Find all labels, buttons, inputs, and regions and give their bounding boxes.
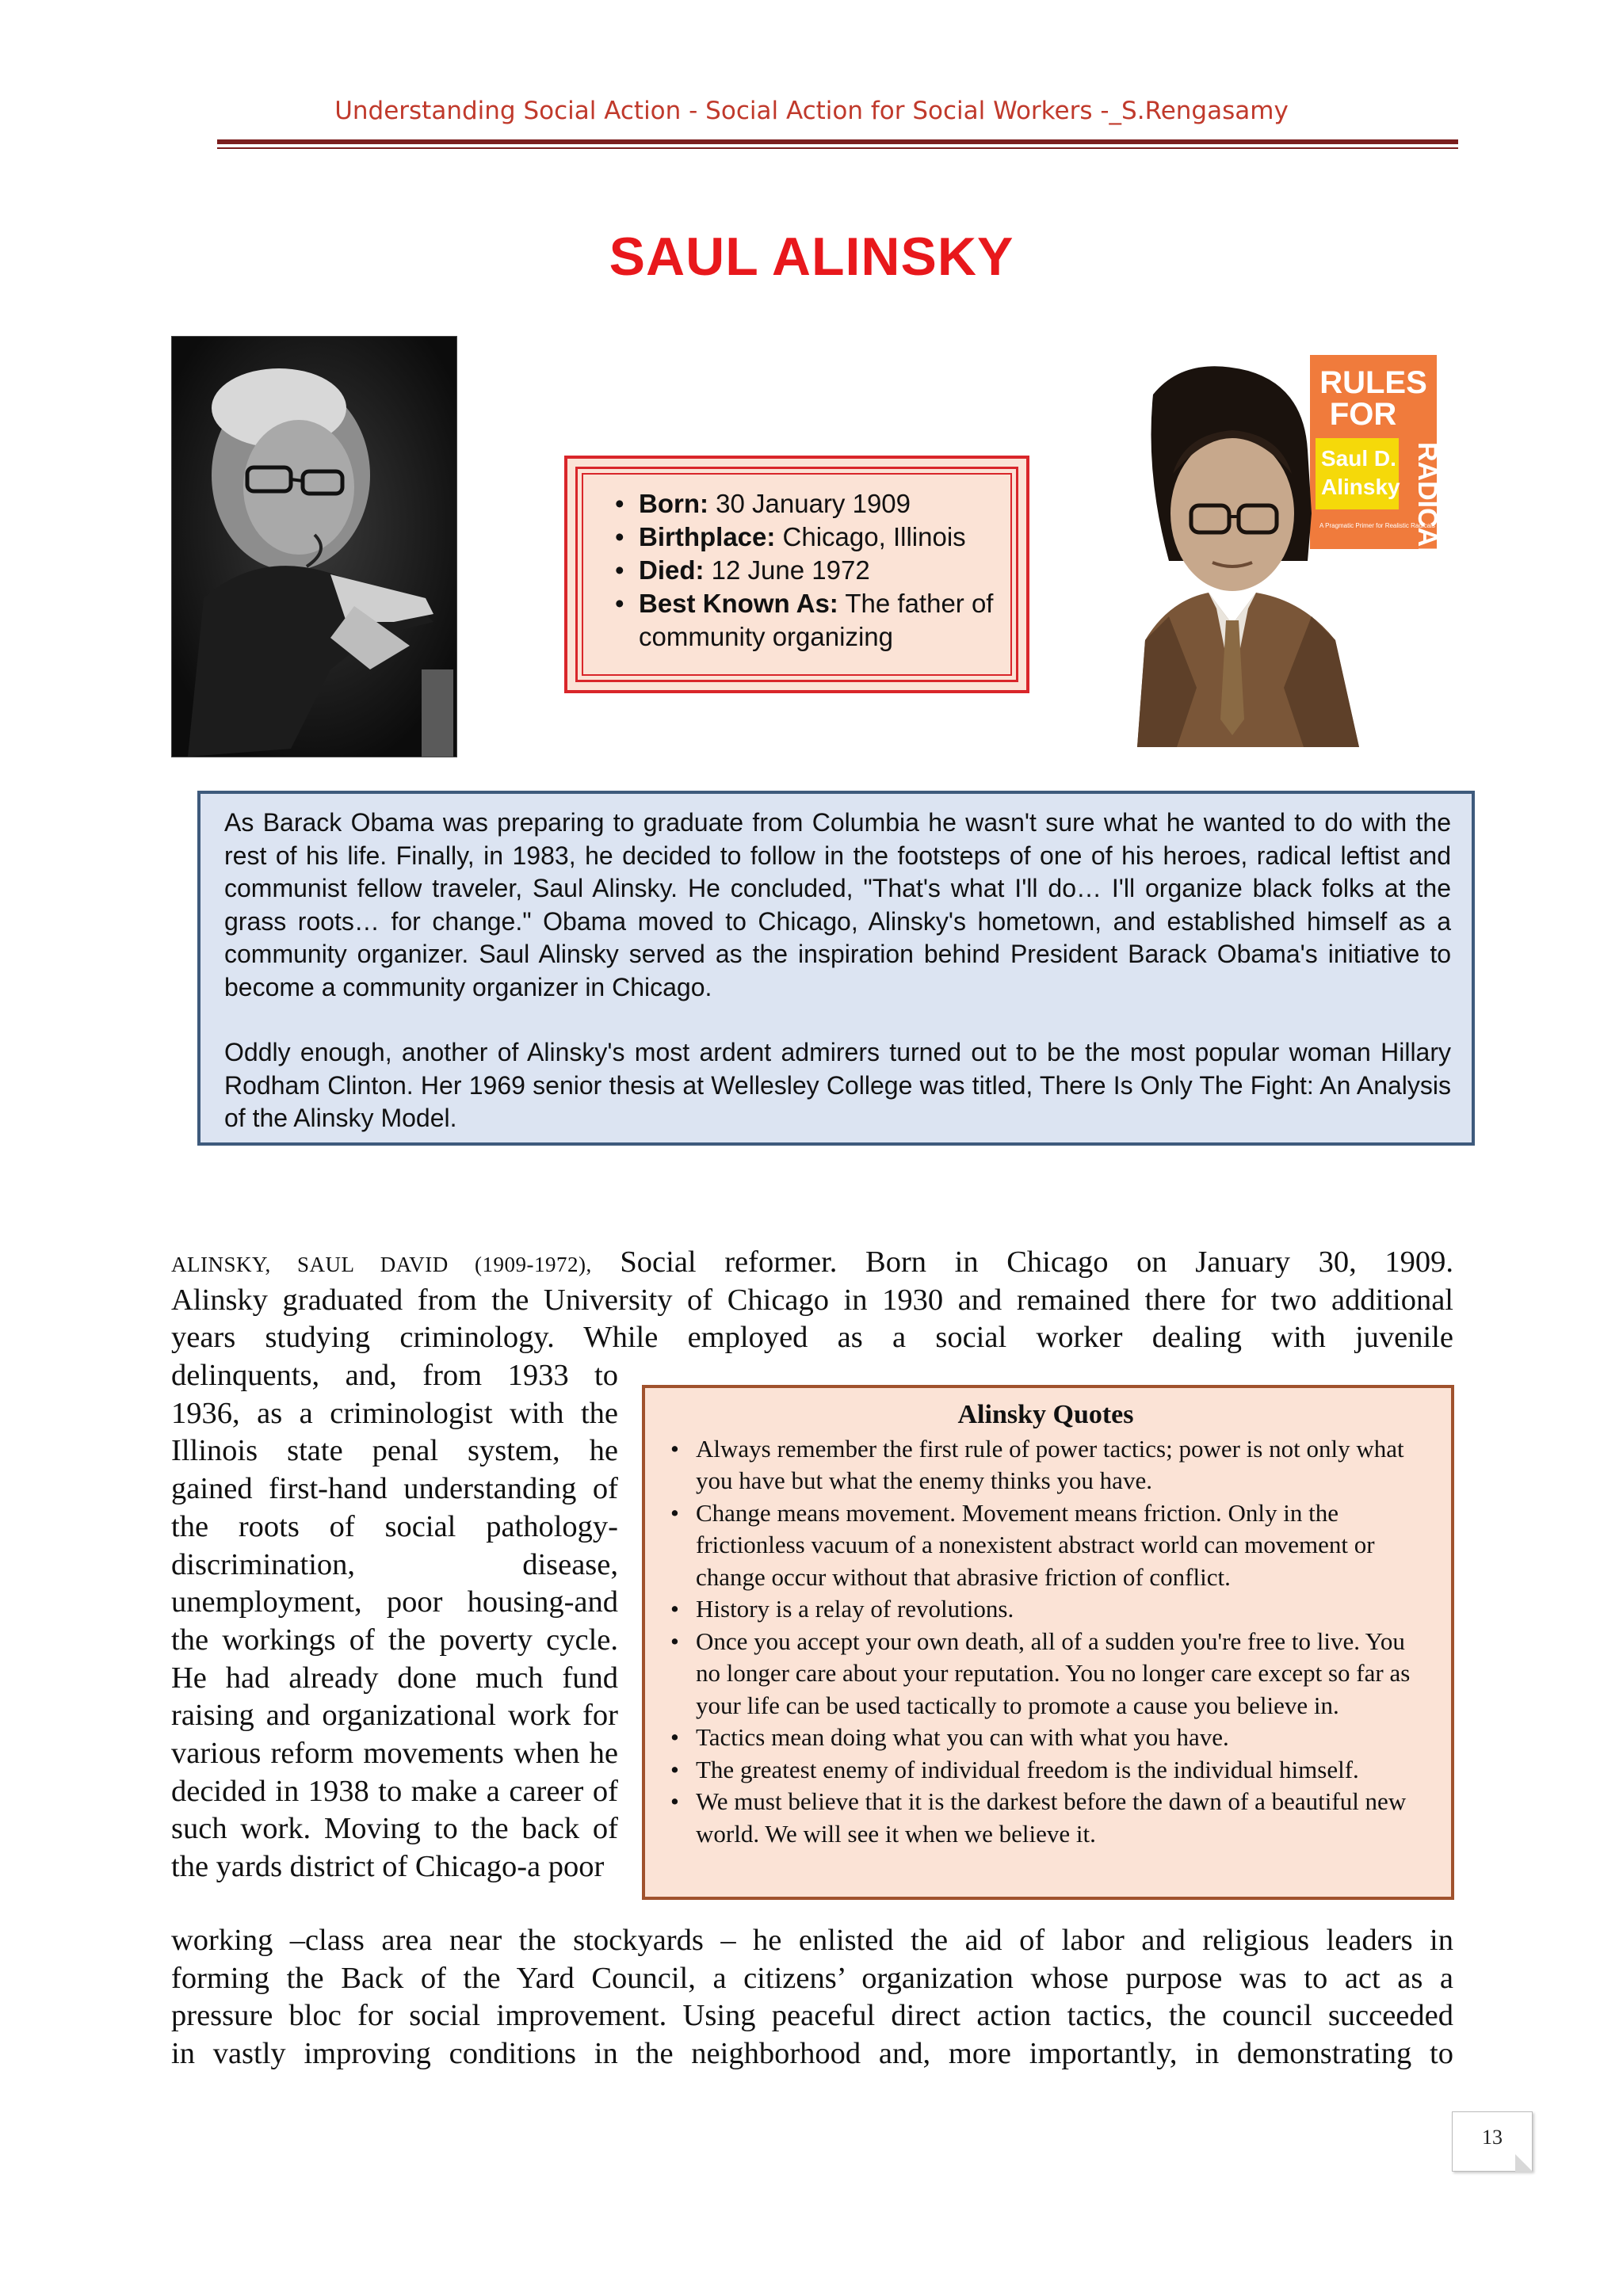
- article-line-d: in vastly improving conditions in the neighborhood and, more importantly, in demonstrating to: [171, 2037, 1453, 2070]
- quote-item: • Change means movement. Movement means friction. Only in the frictionless vacuum of a nonexistent abstract world can movement or change occur without that abrasive friction of conflict.: [661, 1497, 1430, 1594]
- quotes-title: Alinsky Quotes: [957, 1400, 1134, 1429]
- article-line-b: forming the Back of the Yard Council, a citizens’ organization whose purpose was to act as a: [171, 1962, 1453, 1995]
- book-subtitle: A Pragmatic Primer for Realistic Radicals: [1319, 522, 1435, 529]
- quote-item: • The greatest enemy of individual freedom is the individual himself.: [661, 1754, 1430, 1787]
- quotes-list: [661, 1433, 1430, 1851]
- bio-facts-list: [615, 487, 1011, 654]
- textbox-paragraph-clinton: Oddly enough, another of Alinsky's most ardent admirers turned out to be the most popular woman Hillary Rodham Clinton. Her 1969 senior thesis at Wellesley College was titled, There Is Only The Fight: An Analysis of the Alinsky Model.: [224, 1038, 1451, 1132]
- page-number-text: 13: [1482, 2126, 1503, 2149]
- header-rule-thin: [217, 147, 1458, 149]
- portrait-photo-left: [171, 336, 457, 757]
- portrait-photo-right: [1121, 355, 1446, 747]
- page-number: [1452, 2111, 1533, 2172]
- article-line-a: working –class area near the stockyards – he enlisted the aid of labor and religious leaders in: [171, 1924, 1453, 1957]
- book-title-line3: RADICALS: [1412, 442, 1442, 582]
- page-title: SAUL ALINSKY: [609, 227, 1014, 287]
- alinsky-quotes-box: [642, 1385, 1454, 1900]
- article-line-3: years studying criminology. While employed as a social worker dealing with juvenile: [171, 1321, 1453, 1354]
- bio-infobox: [564, 456, 1029, 693]
- page-corner-fold: [1515, 2154, 1533, 2172]
- textbox-paragraph-obama: As Barack Obama was preparing to graduate from Columbia he wasn't sure what he wanted to do with the rest of his life. Finally, in 1983, he decided to follow in the footsteps of one of his heroes, radical leftist and communist fellow traveler, Saul Alinsky. He concluded, "That's what I'll do… I'll organize black folks at the grass roots… for change." Obama moved to Chicago, Alinsky's hometown, and established himself as a community organizer. Saul Alinsky served as the inspiration behind President Barack Obama's initiative to become a community organizer in Chicago.: [224, 808, 1451, 1001]
- book-author-line2: Alinsky: [1321, 475, 1400, 499]
- article-line-2: Alinsky graduated from the University of Chicago in 1930 and remained there for two additional: [171, 1283, 1453, 1317]
- obama-clinton-textbox: [197, 791, 1475, 1146]
- article-line-c: pressure bloc for social improvement. Using peaceful direct action tactics, the council succeeded: [171, 1999, 1453, 2032]
- article-entry-name: ALINSKY, SAUL DAVID (1909-1972),: [171, 1253, 592, 1276]
- quote-item: • Always remember the first rule of power tactics; power is not only what you have but what the enemy thinks you have.: [661, 1433, 1430, 1497]
- quote-item: • History is a relay of revolutions.: [661, 1593, 1430, 1626]
- quote-item: • We must believe that it is the darkest before the dawn of a beautiful new world. We will see it when we believe it.: [661, 1786, 1430, 1850]
- portrait-illustration: [172, 337, 456, 757]
- bio-fact-best-known: • Best Known As: The father of community organizing: [615, 587, 1011, 654]
- portrait-with-book-illustration: [1121, 355, 1446, 747]
- quote-item: • Tactics mean doing what you can with what you have.: [661, 1722, 1430, 1754]
- book-title-line2: FOR: [1329, 397, 1397, 432]
- book-title-line1: RULES: [1319, 365, 1427, 400]
- header-rule-thick: [217, 139, 1458, 144]
- bio-fact-born: • Born: 30 January 1909: [615, 487, 1011, 521]
- book-author-line1: Saul D.: [1321, 446, 1396, 471]
- bio-fact-died: • Died: 12 June 1972: [615, 554, 1011, 587]
- quote-item: • Once you accept your own death, all of a sudden you're free to live. You no longer care about your reputation. You no longer care except so far as your life can be used tactically to promote a cause you believe in.: [661, 1626, 1430, 1722]
- article-column-text: delinquents, and, from 1933 to 1936, as a criminologist with the Illinois state penal system, he gained first-hand understanding of the roots of social pathology-discrimination, disease, unemployment, poor housing-and the workings of the poverty cycle. He had already done much fund raising and organizational work for various reform movements when he decided in 1938 to make a career of such work. Moving to the back of the yards district of Chicago-a poor: [171, 1359, 618, 1884]
- running-header: Understanding Social Action - Social Action for Social Workers -_S.Rengasamy: [334, 97, 1289, 125]
- article-line-1: ALINSKY, SAUL DAVID (1909-1972), Social reformer. Born in Chicago on January 30, 1909.: [171, 1245, 1453, 1279]
- bio-fact-birthplace: • Birthplace: Chicago, Illinois: [615, 521, 1011, 554]
